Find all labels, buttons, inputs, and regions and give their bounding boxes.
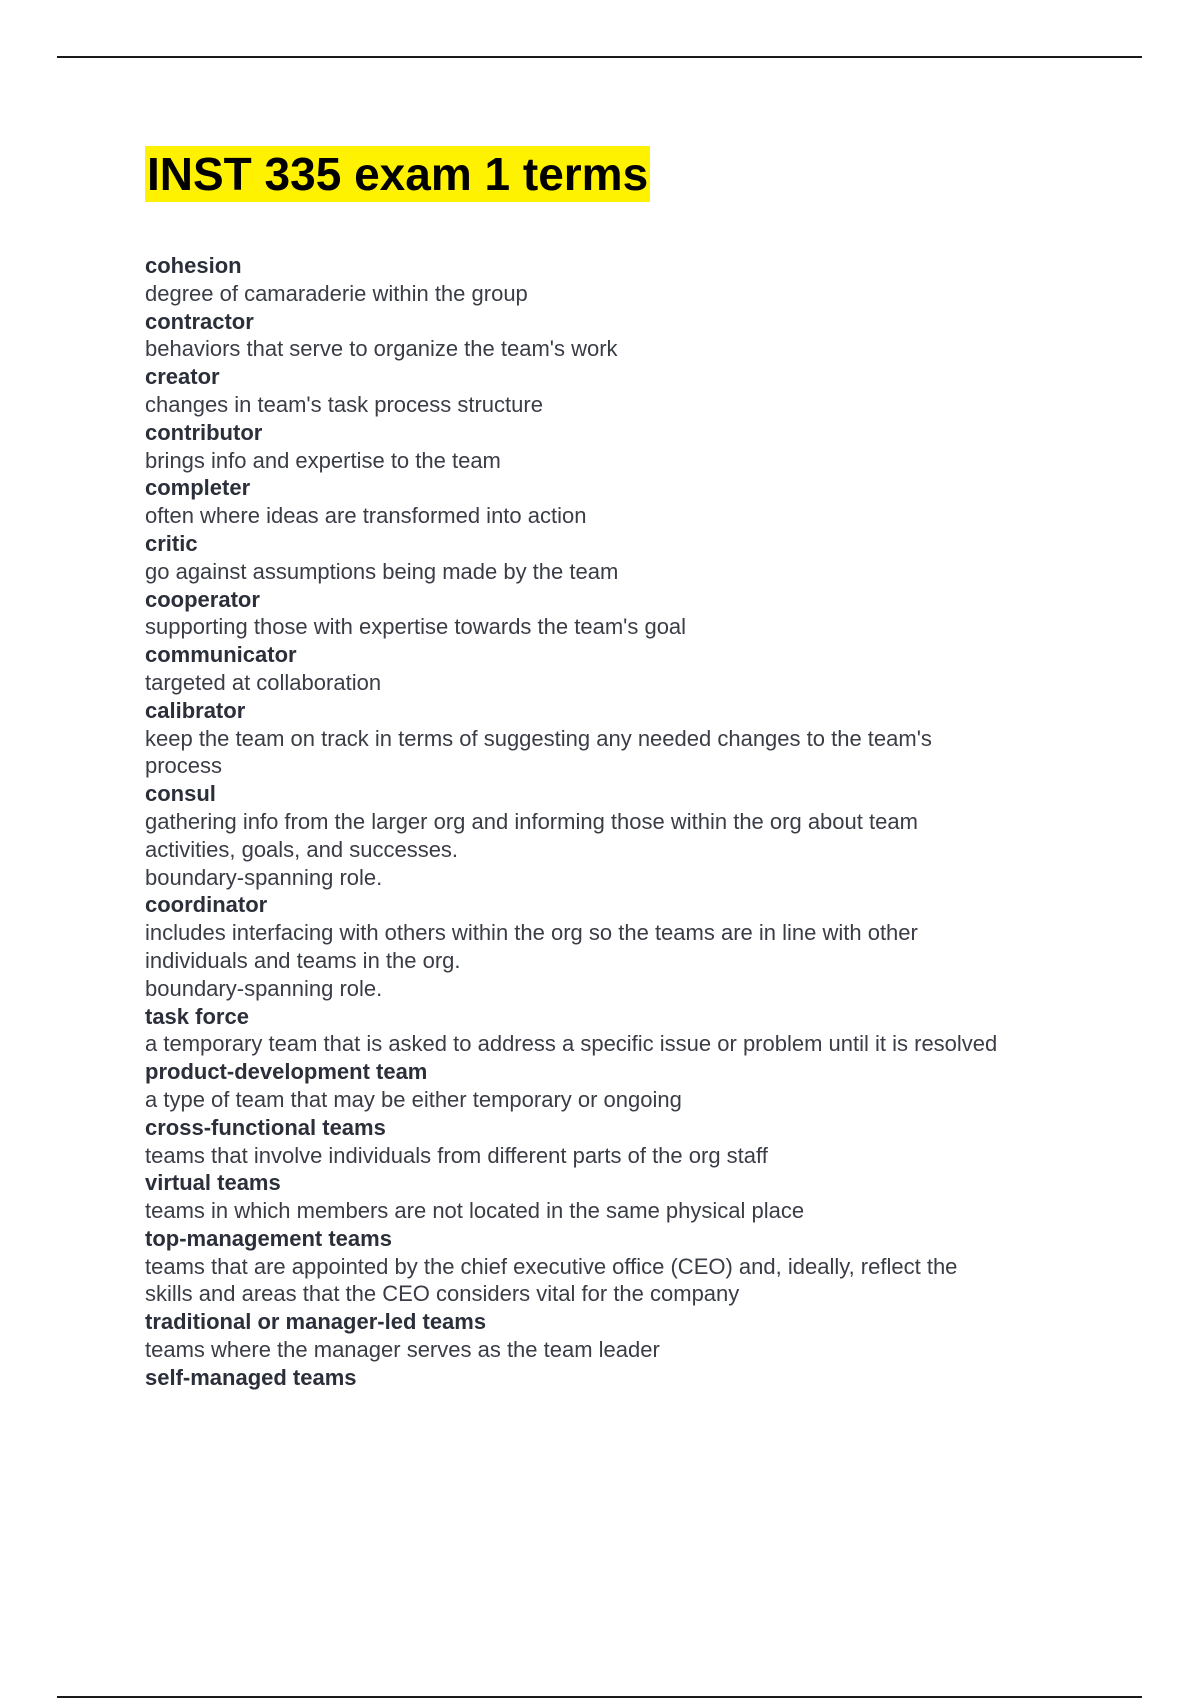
term-heading: self-managed teams [145,1364,357,1390]
term-heading: contributor [145,419,263,445]
term-heading: contractor [145,308,254,334]
term-definition-line: brings info and expertise to the team [145,447,501,473]
term-definition-line: behaviors that serve to organize the team's work [145,336,618,362]
term-heading: cooperator [145,586,260,612]
term-definition-line: activities, goals, and successes. [145,836,459,862]
term-definition-line: skills and areas that the CEO considers vital for the company [145,1281,740,1307]
term-definition-line: includes interfacing with others within the org so the teams are in line with other [145,920,918,946]
term-definition-line: keep the team on track in terms of suggesting any needed changes to the team's [145,725,932,751]
term-definition-line: supporting those with expertise towards the team's goal [145,614,687,640]
term-definition-line: targeted at collaboration [145,669,382,695]
top-rule [57,56,1142,58]
term-definition-line: often where ideas are transformed into action [145,503,587,529]
term-heading: completer [145,475,251,501]
term-definition-line: teams where the manager serves as the team leader [145,1337,660,1363]
term-definition-line: teams in which members are not located in the same physical place [145,1198,805,1224]
term-heading: virtual teams [145,1170,281,1196]
term-heading: traditional or manager-led teams [145,1309,487,1335]
terms-list [145,252,1105,1392]
term-heading: cohesion [145,253,242,278]
term-heading: calibrator [145,697,246,723]
term-heading: coordinator [145,892,268,918]
term-definition-line: boundary-spanning role. [145,975,383,1001]
term-heading: critic [145,530,198,556]
term-definition-line: teams that involve individuals from different parts of the org staff [145,1142,768,1168]
term-definition-line: degree of camaraderie within the group [145,280,528,306]
term-definition-line: process [145,753,223,779]
bottom-rule [57,1696,1142,1698]
term-heading: creator [145,364,220,390]
term-definition-line: teams that are appointed by the chief executive office (CEO) and, ideally, reflect the [145,1253,958,1279]
document-title: INST 335 exam 1 terms [147,148,649,200]
term-definition-line: changes in team's task process structure [145,391,543,417]
term-heading: top-management teams [145,1225,392,1251]
term-heading: task force [145,1003,249,1029]
term-definition-line: gathering info from the larger org and informing those within the org about team [145,808,918,834]
term-definition-line: go against assumptions being made by the team [145,558,619,584]
term-heading: product-development team [145,1059,428,1085]
term-definition-line: boundary-spanning role. [145,864,383,890]
term-heading: communicator [145,642,297,668]
term-definition-line: a type of team that may be either temporary or ongoing [145,1086,682,1112]
term-heading: consul [145,781,216,807]
term-definition-line: a temporary team that is asked to address a specific issue or problem until it is resolved [145,1031,998,1057]
term-heading: cross-functional teams [145,1114,386,1140]
document-body [145,146,1105,1392]
term-definition-line: individuals and teams in the org. [145,947,461,973]
